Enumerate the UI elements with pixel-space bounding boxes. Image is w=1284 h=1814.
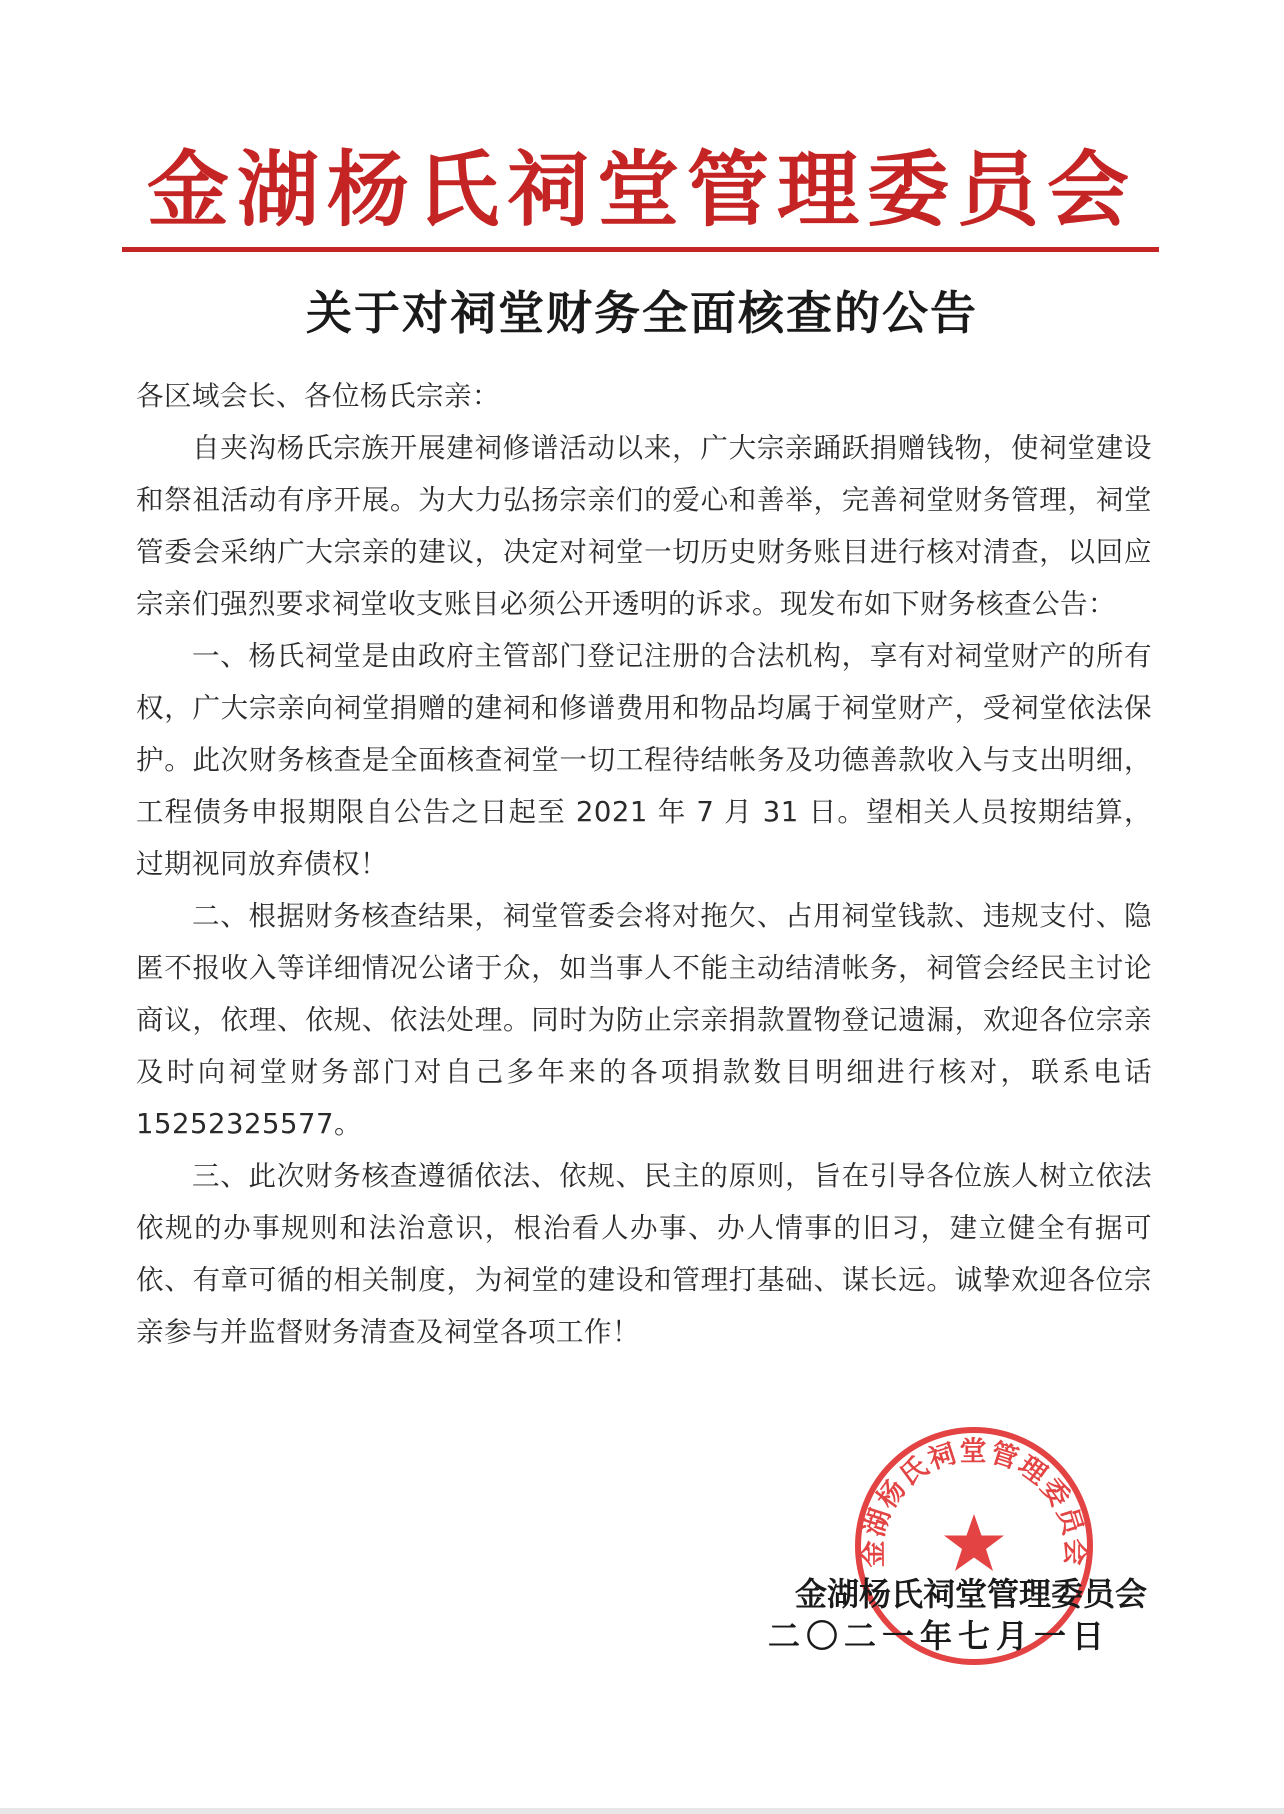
star-icon — [944, 1514, 1004, 1571]
seal-text: 金湖杨氏祠堂管理委员会 — [857, 1436, 1091, 1568]
page-bottom-edge — [0, 1808, 1284, 1814]
masthead-divider — [122, 247, 1159, 252]
notice-body — [136, 370, 1152, 1358]
paragraph-item-3: 三、此次财务核查遵循依法、依规、民主的原则，旨在引导各位族人树立依法依规的办事规则和法治意识，根治看人办事、办人情事的旧习，建立健全有据可依、有章可循的相关制度，为祠堂的建设和管理打基础、谋长远。诚挚欢迎各位宗亲参与并监督财务清查及祠堂各项工作！ — [136, 1160, 1152, 1348]
masthead-title: 金湖杨氏祠堂管理委员会 — [146, 142, 1137, 238]
salutation: 各区域会长、各位杨氏宗亲： — [136, 380, 500, 412]
paragraph-item-1: 一、杨氏祠堂是由政府主管部门登记注册的合法机构，享有对祠堂财产的所有权，广大宗亲向祠堂捐赠的建祠和修谱费用和物品均属于祠堂财产，受祠堂依法保护。此次财务核查是全面核查祠堂一切工程待结帐务及功德善款收入与支出明细，工程债务申报期限自公告之日起至 2021 年 7 月 31 日。望相关人员按期结算，过期视同放弃债权！ — [136, 640, 1152, 880]
paragraph-intro: 自夹沟杨氏宗族开展建祠修谱活动以来，广大宗亲踊跃捐赠钱物，使祠堂建设和祭祖活动有序开展。为大力弘扬宗亲们的爱心和善举，完善祠堂财务管理，祠堂管委会采纳广大宗亲的建议，决定对祠堂一切历史财务账目进行核对清查，以回应宗亲们强烈要求祠堂收支账目必须公开透明的诉求。现发布如下财务核查公告： — [136, 432, 1152, 620]
paragraph-item-2: 二、根据财务核查结果，祠堂管委会将对拖欠、占用祠堂钱款、违规支付、隐匿不报收入等详细情况公诸于众，如当事人不能主动结清帐务，祠管会经民主讨论商议，依理、依规、依法处理。同时为防止宗亲捐款置物登记遗漏，欢迎各位宗亲及时向祠堂财务部门对自己多年来的各项捐款数目明细进行核对，联系电话 15252325577。 — [136, 900, 1152, 1140]
signature-date: 二〇二一年七月一日 — [767, 1617, 1110, 1655]
notice-title: 关于对祠堂财务全面核查的公告 — [306, 286, 978, 340]
signature-organization: 金湖杨氏祠堂管理委员会 — [794, 1575, 1147, 1613]
